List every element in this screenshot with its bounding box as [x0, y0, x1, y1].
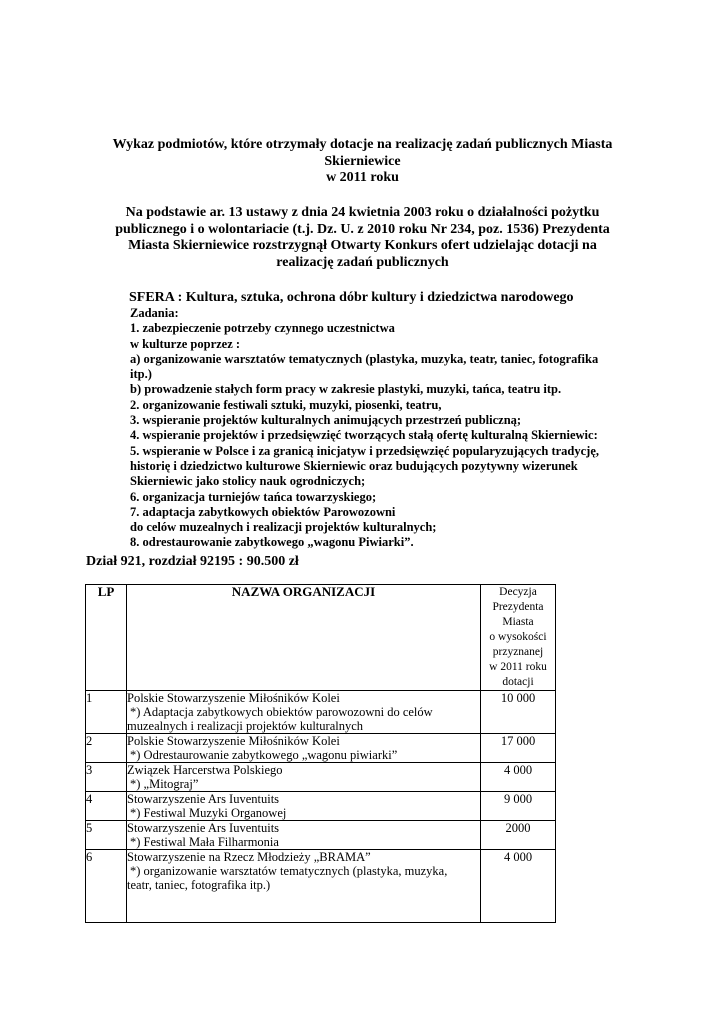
table-row	[86, 734, 556, 763]
row-amount: 4 000	[481, 850, 556, 923]
row-lp: 5	[86, 821, 127, 850]
table-row	[86, 691, 556, 734]
table-row	[86, 792, 556, 821]
title-line: Skierniewice	[324, 153, 401, 169]
tasks-list	[130, 306, 650, 551]
header-amount-line: Prezydenta	[492, 601, 544, 613]
project-line: *) „Mitograj”	[130, 777, 199, 791]
row-lp: 6	[86, 850, 127, 923]
task-line: a) organizowanie warsztatów tematycznych (plastyka, muzyka, teatr, taniec, fotografika	[130, 351, 599, 366]
document-title	[85, 137, 640, 187]
task-line: 8. odrestaurowanie zabytkowego „wagonu Piwiarki”.	[130, 535, 414, 550]
header-amount	[481, 585, 556, 691]
task-line: 6. organizacja turniejów tańca towarzyskiego;	[130, 489, 377, 504]
task-line: w kulturze poprzez :	[130, 336, 241, 351]
basis-line: Miasta Skierniewice rozstrzygnął Otwarty Konkurs ofert udzielając dotacji na	[128, 238, 597, 253]
legal-basis	[85, 205, 640, 271]
task-line: historię i dziedzictwo kulturowe Skierniewic oraz budujących pozytywny wizerunek	[130, 458, 578, 473]
task-line: Zadania:	[130, 306, 179, 320]
row-lp: 3	[86, 763, 127, 792]
organization-name: Związek Harcerstwa Polskiego	[127, 763, 283, 777]
organization-name: Polskie Stowarzyszenie Miłośników Kolei	[127, 691, 340, 705]
row-amount: 2000	[481, 821, 556, 850]
row-amount: 4 000	[481, 763, 556, 792]
row-organization	[127, 763, 481, 792]
organization-name: Stowarzyszenie Ars Iuventuits	[127, 792, 280, 806]
row-amount: 10 000	[481, 691, 556, 734]
row-amount: 9 000	[481, 792, 556, 821]
task-line: Skierniewic jako stolicy nauk ogrodniczych;	[130, 474, 366, 489]
sfera-heading: SFERA : Kultura, sztuka, ochrona dóbr kultury i dziedzictwa narodowego	[129, 290, 574, 305]
task-line: 3. wspieranie projektów kulturalnych animujących przestrzeń publiczną;	[130, 413, 522, 428]
project-line: teatr, taniec, fotografika itp.)	[127, 878, 271, 892]
table-row	[86, 763, 556, 792]
project-line: *) organizowanie warsztatów tematycznych (plastyka, muzyka,	[130, 864, 448, 878]
row-organization	[127, 821, 481, 850]
title-line: Wykaz podmiotów, które otrzymały dotacje na realizację zadań publicznych Miasta	[112, 137, 613, 152]
header-amount-line: dotacji	[502, 676, 534, 688]
row-lp: 4	[86, 792, 127, 821]
task-line: itp.)	[130, 367, 152, 382]
row-lp: 1	[86, 691, 127, 734]
grants-table	[85, 584, 556, 923]
organization-name: Stowarzyszenie na Rzecz Młodzieży „BRAMA”	[127, 850, 371, 864]
row-organization	[127, 850, 481, 923]
header-amount-line: Decyzja	[499, 586, 537, 598]
table-header-row	[86, 585, 556, 691]
header-amount-line: Miasta	[502, 616, 534, 628]
row-organization	[127, 734, 481, 763]
header-amount-line: o wysokości	[489, 631, 547, 643]
basis-line: Na podstawie ar. 13 ustawy z dnia 24 kwietnia 2003 roku o działalności pożytku	[125, 205, 600, 220]
task-line: 4. wspieranie projektów i przedsięwzięć tworzących stałą ofertę kulturalną Skierniewic:	[130, 428, 598, 443]
row-organization	[127, 792, 481, 821]
basis-line: publicznego i o wolontariacie (t.j. Dz. U. z 2010 roku Nr 234, poz. 1536) Prezydenta	[115, 221, 610, 237]
organization-name: Polskie Stowarzyszenie Miłośników Kolei	[127, 734, 340, 748]
project-line: muzealnych i realizacji projektów kulturalnych	[127, 719, 364, 733]
task-line: do celów muzealnych i realizacji projektów kulturalnych;	[130, 520, 437, 535]
basis-line: realizację zadań publicznych	[276, 254, 449, 270]
task-line: 2. organizowanie festiwali sztuki, muzyki, piosenki, teatru,	[130, 397, 442, 412]
title-line: w 2011 roku	[326, 170, 399, 185]
header-amount-line: w 2011 roku	[489, 661, 547, 673]
project-line: *) Festiwal Muzyki Organowej	[130, 806, 287, 820]
table-row	[86, 821, 556, 850]
header-organization: NAZWA ORGANIZACJI	[127, 585, 481, 691]
header-lp: LP	[86, 585, 127, 691]
row-lp: 2	[86, 734, 127, 763]
table-row	[86, 850, 556, 923]
organization-name: Stowarzyszenie Ars Iuventuits	[127, 821, 280, 835]
budget-section: Dział 921, rozdział 92195 : 90.500 zł	[86, 554, 299, 569]
project-line: *) Adaptacja zabytkowych obiektów parowozowni do celów	[130, 705, 433, 719]
task-line: 5. wspieranie w Polsce i za granicą inicjatyw i przedsięwzięć popularyzujących tradycję,	[130, 443, 600, 458]
row-amount: 17 000	[481, 734, 556, 763]
task-line: 1. zabezpieczenie potrzeby czynnego uczestnictwa	[130, 321, 395, 336]
task-line: 7. adaptacja zabytkowych obiektów Parowozowni	[130, 504, 396, 519]
project-line: *) Odrestaurowanie zabytkowego „wagonu piwiarki”	[130, 748, 398, 762]
project-line: *) Festiwal Mała Filharmonia	[130, 835, 279, 849]
row-organization	[127, 691, 481, 734]
header-amount-line: przyznanej	[492, 646, 544, 658]
task-line: b) prowadzenie stałych form pracy w zakresie plastyki, muzyki, tańca, teatru itp.	[130, 382, 562, 397]
